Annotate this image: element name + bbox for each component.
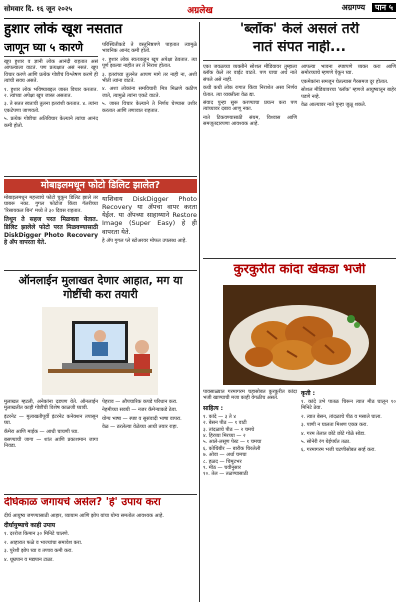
ingredient-item: ६. कोथिंबीर — बारीक चिरलेली [203, 445, 261, 452]
paragraph: तिथून ते सहज परत मिळवता येतात. डिलिट झालेले फोटो परत मिळवण्यासाठी DiskDigger Photo Recovery हे अ‍ॅप वापरता येते. [4, 216, 98, 247]
paragraph: कॅमेरा आणि माईक — आधी चाचणी घ्या. [4, 428, 79, 435]
list-item: ३. पुरेशी झोप घ्या व तणाव कमी करा. [4, 548, 73, 555]
page-label: पान [374, 3, 387, 12]
ingredient-item: १. कांदे — ३ ते ४ [203, 413, 236, 420]
story-block-left-col [203, 64, 297, 130]
ingredient-item: २. बेसन पीठ — १ वाटी [203, 420, 247, 427]
paragraph: सोशल मीडियावरचा 'ब्लॉक' म्हणजे आयुष्यातून बाहेर पडणे नव्हे. [301, 87, 396, 100]
section-brand: अग्रलेख [187, 6, 213, 16]
story-long-life-subhead: दीर्घायुष्याचे काही उपाय [4, 522, 56, 530]
story-onion-bhaji-right-col [301, 389, 396, 478]
method-step: ६. गरमागरम भजी चटणीसोबत सर्व्ह करा. [301, 447, 376, 454]
story-online-interview-headline: ऑनलाईन मुलाखत देणार आहात, मग या गोष्टींची करा तयारी [18, 274, 183, 302]
story-long-life-headline: दीर्घकाळ जगायचे असेल? 'हे' उपाय करा [4, 497, 161, 508]
story-smart-people-subhead: जाणून घ्या ५ कारणे [4, 42, 98, 57]
paragraph: योग्य भाषा — स्पष्ट व सुसंवादी भाषा वापरा. [102, 415, 182, 422]
page-header [4, 2, 396, 19]
ingredients-title: साहित्य : [203, 404, 224, 412]
method-step: ५. सोनेरी रंग येईपर्यंत तळा. [301, 438, 351, 445]
story-block-right-col [301, 64, 396, 130]
method-step: २. त्यात बेसन, तांदळाचे पीठ व मसाले घाला. [301, 413, 382, 420]
method-step: १. कांदे उभे पातळ चिरून त्यात मीठ घालून १० मिनिटे ठेवा. [301, 399, 396, 412]
story-block-relationship [203, 22, 396, 254]
story-long-life-intro: दीर्घ आयुष्य जगण्यासाठी आहार, व्यायाम आणि झोप यांचा योग्य समतोल आवश्यक आहे. [4, 513, 164, 519]
ingredient-item: ८. हळद — चिमूटभर [203, 458, 242, 465]
list-item: ४. धूम्रपान व मद्यपान टाळा. [4, 556, 54, 563]
paragraph: ३. इतरांच्या तुलनेत आपण मागे तर नाही ना, अशी भीती त्यांना वाटते. [102, 71, 197, 84]
story-deleted-photos-headline: मोबाइलमधून फोटो डिलिट झालेत? [4, 179, 197, 193]
onion-bhaji-photo [223, 285, 376, 385]
story-long-life [4, 494, 197, 603]
ingredients-list [203, 414, 297, 478]
ingredient-item: ५. आले-लसूण पेस्ट — १ चमचा [203, 439, 262, 446]
story-long-life-points [4, 531, 197, 563]
paragraph: इंटरनेट — मुलाखतीपूर्वी इंटरनेट कनेक्शन तपासून घ्या. [4, 413, 98, 427]
story-online-interview [4, 270, 197, 491]
story-onion-bhaji [203, 258, 396, 603]
paragraph: ३. ते सतत स्वतःची तुलना इतरांशी करतात. ४. त्यांना एकटेपणा जाणवतो. [4, 101, 98, 114]
story-online-interview-left-col [4, 399, 98, 452]
laptop-person-illustration [42, 307, 158, 395]
paragraph: नाते टिकवण्यासाठी संयम, विश्वास आणि समजूतदारपणा आवश्यक आहे. [203, 114, 297, 128]
page-number: ५ [388, 3, 393, 12]
ingredient-item: ९. मीठ — चवीनुसार [203, 464, 241, 471]
story-onion-bhaji-headline: कुरकुरीत कांदा खेकडा भजी [233, 263, 366, 277]
ingredient-item: ४. हिरव्या मिरच्या — २ [203, 432, 246, 439]
paragraph: खूप हुशार व ज्ञानी लोक आनंदी राहतात असं आपल्याला वाटतं. पण प्रत्यक्षात असं नसतं. खूप विचार करणे आणि प्रत्येक गोष्टीचं विश्लेषण करणे ही त्यांची सवय असते. [4, 59, 98, 85]
ingredient-item: ३. तांदळाचे पीठ — २ चमचे [203, 426, 255, 433]
method-steps [301, 399, 396, 454]
story-deleted-photos [4, 176, 197, 269]
paragraph: परिस्थितीकडे ते वस्तुनिष्ठपणे पाहतात त्यामुळे भावनिक आनंद कमी होतो. [102, 42, 197, 55]
paragraph: याशिवाय DiskDigger Photo Recovery या अ‍ॅपचा वापर करता येईल. या अ‍ॅपच्या साहाय्याने Restore Image (Super Easy) हे ही वापरता येते. [102, 195, 197, 236]
story-block-headline-line1: 'ब्लॉक' केलं असलं तरी [239, 22, 360, 37]
issue-date: सोमवार दि. १६ जून २०२५ [4, 5, 73, 13]
paragraph: हे अ‍ॅप गुगल प्ले स्टोअरवर मोफत उपलब्ध आहे. [102, 237, 187, 244]
paper-name: अग्रगण्य [341, 3, 366, 12]
paragraph: वेळ आल्यावर नाते पुन्हा जुळू शकते. [301, 101, 367, 108]
method-step: ४. गरम तेलात छोटे छोटे गोळे सोडा. [301, 430, 366, 437]
story-deleted-photos-right-col [102, 195, 197, 249]
paragraph: मोबाइलमधून महत्त्वाचे फोटो चुकून डिलिट झाले तर घाबरू नका. गुगल फोटोज किंवा गॅलरीच्या 'रिसायकल बिन' मध्ये ते ३० दिवस राहतात. [4, 195, 98, 214]
story-deleted-photos-left-col [4, 195, 98, 249]
story-smart-people-body [4, 59, 98, 129]
story-smart-people-left-col [4, 42, 98, 131]
paragraph: पेहराव — औपचारिक कपडे परिधान करा. [102, 399, 178, 405]
list-item: २. आहारात फळे व भाज्यांचा समावेश करा. [4, 539, 83, 546]
story-block-headline-line2: नातं संपत नाही... [203, 40, 396, 61]
paper-name-block [342, 2, 396, 13]
paragraph: संवाद पुन्हा सुरू करण्याचा प्रयत्न करा पण त्यांच्यावर दबाव आणू नका. [203, 99, 297, 113]
paragraph: एका जवळच्या व्यक्तीने सोशल मीडियावर तुम्हाला ब्लॉक केले तर वाईट वाटते. पण याचा अर्थ नाते संपले असे नाही. [203, 64, 297, 83]
story-smart-people [4, 22, 197, 172]
paragraph: ४. अशा लोकांना समविचारी मित्र मिळणे कठीण जाते, त्यामुळे त्यांना एकटे वाटते. [102, 86, 197, 99]
paragraph: मुलाखत म्हटली, अनेकांना दडपण येते. ऑनलाईन मुलाखतीत काही गोष्टींची विशेष काळजी घ्यावी. [4, 399, 98, 412]
paragraph: ५. प्रत्येक गोष्टीचा अतिविचार केल्याने त्यांचा आनंद कमी होतो. [4, 116, 98, 129]
story-onion-bhaji-intro: पावसाळ्यात गरमागरम चहासोबत कुरकुरीत कांदा भजी खाण्याची मजा काही वेगळीच असते. [203, 389, 297, 402]
interview-illustration [42, 307, 158, 395]
method-step: ३. पाणी न घालता मिश्रण एकत्र करा. [301, 422, 368, 429]
paragraph: २. हुशार लोक स्वतःकडून खूप अपेक्षा ठेवतात. त्या पूर्ण झाल्या नाहीत तर ते निराश होतात. [102, 56, 197, 70]
story-online-interview-right-col [102, 399, 197, 452]
paragraph: कधी कधी लोक रागात किंवा निराशेत असा निर्णय घेतात. त्या व्यक्तीला वेळ द्या. [203, 85, 297, 98]
paragraph: बसण्याची जागा — शांत आणि प्रकाशमान जागा निवडा. [4, 436, 98, 450]
paragraph: १. हुशार लोक भविष्याबद्दल जास्त विचार करतात. २. त्यांच्या अपेक्षा खूप जास्त असतात. [4, 86, 98, 99]
list-item: १. दररोज किमान ३० मिनिटे चालणे. [4, 531, 70, 538]
paragraph: एकमेकांना समजून घेतल्यास गैरसमज दूर होतात. [301, 78, 389, 85]
story-smart-people-headline: हुशार लोकं खूश नसतात [4, 22, 123, 37]
ingredient-item: ७. ओवा — अर्धा चमचा [203, 452, 247, 459]
column-divider [199, 22, 200, 602]
story-smart-people-right-col [102, 42, 197, 131]
paragraph: नेहमीच्या सवयी — नजर कॅमेऱ्याकडे ठेवा. [102, 407, 178, 414]
paragraph: आपल्या भावना स्पष्टपणे व्यक्त करा आणि समोरच्याचे म्हणणे ऐकून घ्या. [301, 64, 396, 77]
bhaji-plate-illustration [223, 285, 376, 385]
paragraph: वेळ — ठरलेल्या वेळेच्या आधी तयार राहा. [102, 424, 179, 431]
ingredient-item: १०. तेल — तळण्यासाठी [203, 471, 248, 478]
method-title: कृती : [301, 390, 316, 397]
story-onion-bhaji-left-col [203, 389, 297, 478]
paragraph: ५. जास्त विचार केल्याने ते निर्णय घेण्यास उशीर करतात आणि तणावात राहतात. [102, 101, 197, 114]
page-number-badge [372, 3, 396, 12]
